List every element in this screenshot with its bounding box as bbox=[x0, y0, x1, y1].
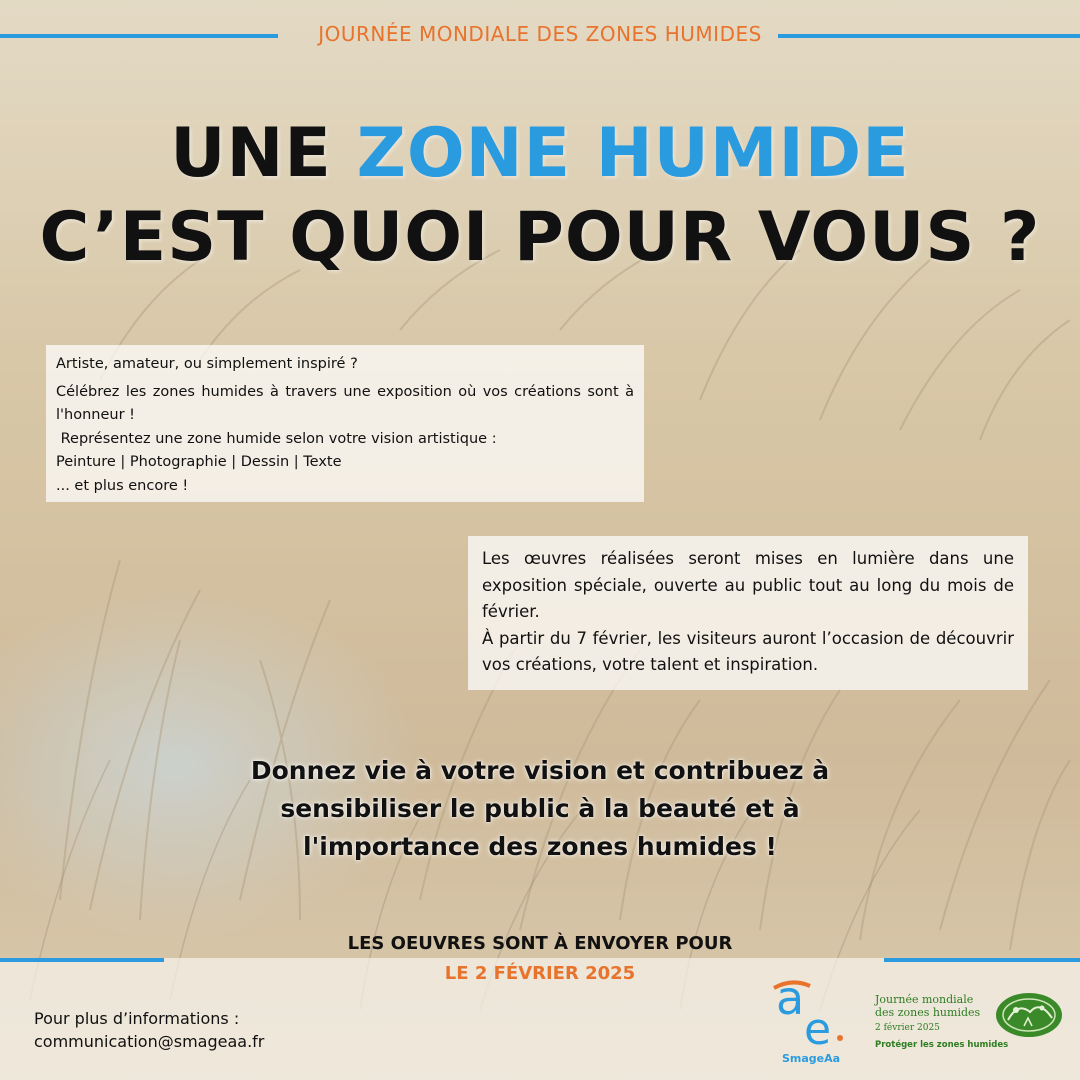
invitation-panel bbox=[46, 345, 644, 502]
headline bbox=[0, 112, 1080, 280]
deadline-label: LES OEUVRES SONT À ENVOYER POUR bbox=[347, 933, 733, 954]
footer-rule-right bbox=[884, 958, 1080, 962]
svg-text:a: a bbox=[776, 972, 805, 1025]
exhibition-panel bbox=[468, 536, 1028, 690]
invitation-celebrate: Célébrez les zones humides à travers une exposition où vos créations sont à l'honneur ! bbox=[56, 383, 634, 423]
wetland-emblem-icon bbox=[994, 990, 1064, 1040]
headline-line-1 bbox=[0, 112, 1080, 196]
svg-text:e: e bbox=[804, 1004, 832, 1055]
footer-rule-left bbox=[0, 958, 164, 962]
contact-label: Pour plus d’informations : bbox=[34, 1009, 240, 1028]
event-name: JOURNÉE MONDIALE DES ZONES HUMIDES bbox=[318, 22, 762, 46]
cta-line-1: Donnez vie à votre vision et contribuez à bbox=[250, 756, 830, 785]
contact-info bbox=[34, 1007, 264, 1053]
headline-part-1: UNE bbox=[170, 114, 357, 193]
invitation-question: Artiste, amateur, ou simplement inspiré ? bbox=[56, 356, 358, 372]
jmzh-title: Journée mondiale des zones humides bbox=[875, 993, 981, 1019]
invitation-represent: Représentez une zone humide selon votre vision artistique : bbox=[56, 430, 497, 447]
contact-email[interactable]: communication@smageaa.fr bbox=[34, 1032, 265, 1051]
headline-accent: ZONE HUMIDE bbox=[356, 114, 910, 193]
invitation-more: ... et plus encore ! bbox=[56, 477, 189, 494]
cta-line-3: l'importance des zones humides ! bbox=[303, 832, 777, 861]
jmzh-date: 2 février 2025 bbox=[875, 1023, 940, 1033]
exhibition-dates: À partir du 7 février, les visiteurs auront l’occasion de découvrir vos créations, votre talent et inspiration. bbox=[482, 628, 1014, 674]
jmzh-tagline: Protéger les zones humides bbox=[875, 1040, 1009, 1050]
headline-line-2: C’EST QUOI POUR VOUS ? bbox=[39, 198, 1041, 277]
smageaa-name: SmageAa bbox=[781, 1052, 841, 1065]
invitation-media: Peinture | Photographie | Dessin | Texte bbox=[56, 454, 342, 470]
cta-line-2: sensibiliser le public à la beauté et à bbox=[280, 794, 800, 823]
call-to-action bbox=[0, 752, 1080, 866]
deadline-date: LE 2 FÉVRIER 2025 bbox=[444, 963, 636, 984]
exhibition-description: Les œuvres réalisées seront mises en lumière dans une exposition spéciale, ouverte au public tout au long du mois de février. bbox=[482, 549, 1014, 621]
